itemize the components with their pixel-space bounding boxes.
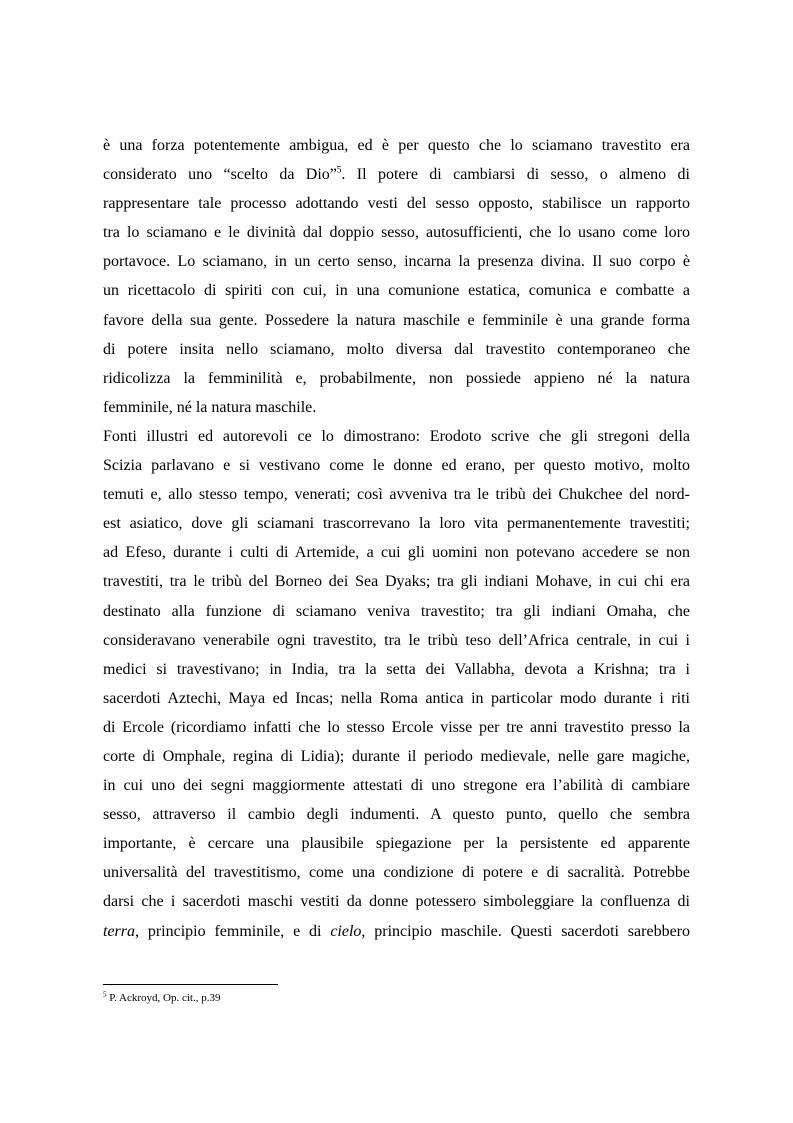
- text-line: est asiatico, dove gli sciamani trascorrevano la loro vita permanentemente travestiti;: [103, 515, 690, 533]
- text-line: universalità del travestitismo, come una condizione di potere e di sacralità. Potrebbe: [103, 864, 690, 882]
- text-line: [103, 160, 690, 189]
- italic-term-cielo: cielo: [330, 922, 362, 940]
- text-line: importante, è cercare una plausibile spiegazione per la persistente ed apparente: [103, 835, 690, 853]
- text-line: travestiti, tra le tribù del Borneo dei Sea Dyaks; tra gli indiani Mohave, in cui chi era: [103, 573, 690, 591]
- text-line: un ricettacolo di spiriti con cui, in una comunione estatica, comunica e combatte a: [103, 282, 690, 300]
- text-line: femminile, né la natura maschile.: [103, 398, 317, 416]
- text-fragment: considerato uno “scelto da Dio”: [103, 166, 337, 184]
- text-line: corte di Omphale, regina di Lidia); durante il periodo medievale, nelle gare magiche,: [103, 747, 690, 765]
- text-line: in cui uno dei segni maggiormente attestati di uno stregone era l’abilità di cambiare: [103, 777, 690, 795]
- text-line: consideravano venerabile ogni travestito, tra le tribù teso dell’Africa centrale, in cui i: [103, 631, 690, 649]
- text-line: tra lo sciamano e le divinità dal doppio sesso, autosufficienti, che lo usano come loro: [103, 224, 690, 242]
- footnote-separator: [103, 984, 278, 985]
- body-text: [103, 131, 690, 946]
- footnote: [103, 990, 220, 1006]
- text-line: destinato alla funzione di sciamano veniva travestito; tra gli indiani Omaha, che: [103, 602, 690, 620]
- text-fragment: , principio maschile. Questi sacerdoti sarebbero: [361, 922, 690, 940]
- text-line: è una forza potentemente ambigua, ed è per questo che lo sciamano travestito era: [103, 137, 690, 154]
- text-line: Fonti illustri ed autorevoli ce lo dimostrano: Erodoto scrive che gli stregoni della: [103, 427, 690, 445]
- text-line: rappresentare tale processo adottando vesti del sesso opposto, stabilisce un rapporto: [103, 195, 690, 213]
- footnote-number: 5: [103, 990, 107, 999]
- text-fragment: . Il potere di cambiarsi di sesso, o almeno di: [341, 166, 691, 184]
- text-line: di Ercole (ricordiamo infatti che lo stesso Ercole visse per tre anni travestito presso la: [103, 718, 690, 736]
- text-line: sesso, attraverso il cambio degli indumenti. A questo punto, quello che sembra: [103, 806, 690, 824]
- text-line: sacerdoti Aztechi, Maya ed Incas; nella Roma antica in particolar modo durante i riti: [103, 689, 690, 707]
- footnote-text: P. Ackroyd, Op. cit., p.39: [106, 992, 221, 1004]
- text-line: di potere insita nello sciamano, molto diversa dal travestito contemporaneo che: [103, 340, 690, 358]
- text-line: ad Efeso, durante i culti di Artemide, a cui gli uomini non potevano accedere se non: [103, 544, 690, 562]
- footnote-reference[interactable]: 5: [336, 164, 342, 175]
- text-line: darsi che i sacerdoti maschi vestiti da donne potessero simboleggiare la confluenza di: [103, 893, 690, 911]
- text-line: Scizia parlavano e si vestivano come le donne ed erano, per questo motivo, molto: [103, 457, 690, 475]
- italic-term-terra: terra: [103, 922, 135, 940]
- text-line: favore della sua gente. Possedere la natura maschile e femminile è una grande forma: [103, 311, 690, 329]
- text-fragment: , principio femminile, e di: [135, 922, 331, 940]
- text-line: [103, 917, 690, 946]
- text-line: medici si travestivano; in India, tra la setta dei Vallabha, devota a Krishna; tra i: [103, 660, 690, 678]
- text-line: temuti e, allo stesso tempo, venerati; così avveniva tra le tribù dei Chukchee del nord-: [103, 486, 690, 504]
- text-line: portavoce. Lo sciamano, in un certo senso, incarna la presenza divina. Il suo corpo è: [103, 253, 690, 271]
- text-line: ridicolizza la femminilità e, probabilmente, non possiede appieno né la natura: [103, 369, 690, 387]
